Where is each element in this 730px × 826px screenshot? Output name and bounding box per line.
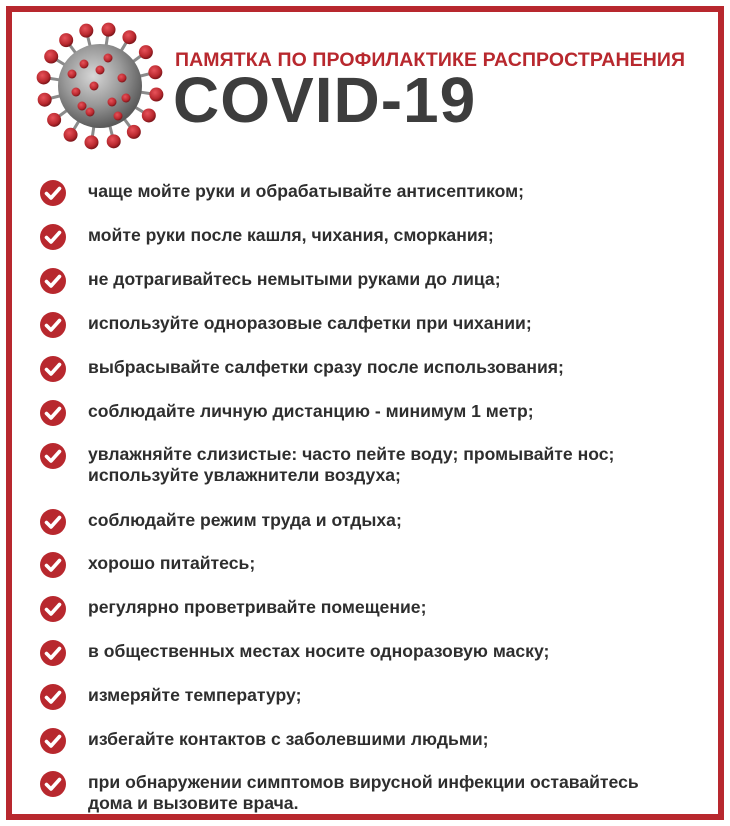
check-circle-icon (39, 442, 67, 470)
check-circle-icon (39, 551, 67, 579)
check-circle-icon (39, 770, 67, 798)
list-item-text: чаще мойте руки и обрабатывайте антисептиком; (88, 181, 525, 201)
list-item-text: при обнаружении симптомов вирусной инфекции оставайтесь дома и вызовите врача. (88, 772, 639, 813)
list-item-text: измеряйте температуру; (88, 685, 302, 705)
list-item-text: в общественных местах носите одноразовую маску; (88, 641, 550, 661)
prevention-list (12, 12, 718, 814)
check-circle-icon (39, 399, 67, 427)
check-circle-icon (39, 267, 67, 295)
check-circle-icon (39, 727, 67, 755)
list-item-text: мойте руки после кашля, чихания, сморкания; (88, 225, 494, 245)
check-circle-icon (39, 639, 67, 667)
check-circle-icon (39, 595, 67, 623)
check-circle-icon (39, 683, 67, 711)
check-circle-icon (39, 355, 67, 383)
list-item-text: соблюдайте режим труда и отдыха; (88, 510, 402, 530)
check-circle-icon (39, 179, 67, 207)
check-circle-icon (39, 311, 67, 339)
list-item-text: выбрасывайте салфетки сразу после использования; (88, 357, 564, 377)
check-circle-icon (39, 508, 67, 536)
list-item-text: избегайте контактов с заболевшими людьми; (88, 729, 489, 749)
list-item-text: соблюдайте личную дистанцию - минимум 1 метр; (88, 401, 534, 421)
list-item-text: увлажняйте слизистые: часто пейте воду; промывайте нос; используйте увлажнители воздуха; (88, 444, 615, 485)
list-item-text: регулярно проветривайте помещение; (88, 597, 427, 617)
poster-title: COVID-19 (173, 64, 477, 136)
list-item-text: используйте одноразовые салфетки при чихании; (88, 313, 532, 333)
covid-memo-poster (6, 6, 724, 820)
list-item-text: не дотрагивайтесь немытыми руками до лица; (88, 269, 501, 289)
poster-subtitle: ПАМЯТКА ПО ПРОФИЛАКТИКЕ РАСПРОСТРАНЕНИЯ (175, 49, 686, 71)
list-item-text: хорошо питайтесь; (88, 553, 256, 573)
check-circle-icon (39, 223, 67, 251)
